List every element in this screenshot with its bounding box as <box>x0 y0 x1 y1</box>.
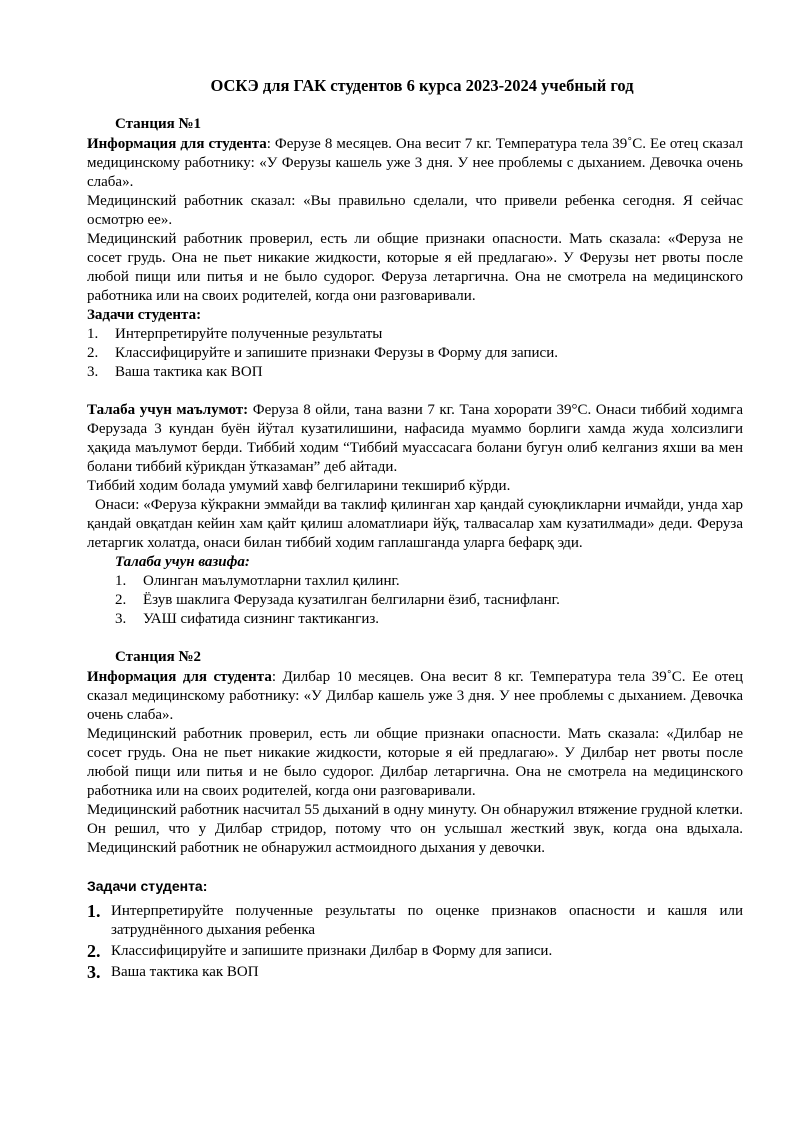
station-1-tasks-label: Задачи студента: <box>87 307 202 323</box>
station-1-info-label: Информация для студента <box>87 136 267 152</box>
list-item <box>87 344 743 363</box>
station-2-heading: Станция №2 <box>115 649 202 665</box>
list-number: 1. <box>87 901 101 921</box>
station-1-info-paragraph <box>87 135 743 192</box>
document-page <box>87 76 743 984</box>
list-number: 1. <box>87 326 99 342</box>
uzbek-task-list <box>115 572 743 629</box>
station-2-tasks-label: Задачи студента: <box>87 878 208 894</box>
list-text: Олинган маълумотларни тахлил қилинг. <box>143 573 400 589</box>
station-2-paragraph-3: Медицинский работник насчитал 55 дыханий в одну минуту. Он обнаружил втяжение грудной клетки. Он решил, что у Дилбар стридор, потому что он услышал жесткий звук, когда она вдыхала. Медицинский работник не обнаружил астмоидного дыхания у девочки. <box>87 802 743 856</box>
list-item <box>87 942 743 961</box>
list-number: 3. <box>115 611 127 627</box>
uzbek-paragraph-2: Тиббий ходим болада умумий хавф белгиларини текшириб кўрди. <box>87 478 511 494</box>
station-1-task-list <box>87 325 743 382</box>
list-text: Ваша тактика как ВОП <box>111 964 259 980</box>
list-text: Классифицируйте и запишите признаки Дилбар в Форму для записи. <box>111 943 553 959</box>
station-2-info-paragraph <box>87 668 743 725</box>
station-1-info-text: : Ферузе 8 месяцев. Она весит 7 кг. Температура тела 39˚С. Ее отец сказал медицинскому работнику: «У Ферузы кашель уже 3 дня. У нее проблемы с дыханием. Девочка очень слаба». <box>87 136 743 190</box>
station-2-task-list <box>87 902 743 982</box>
station-2-info-text: : Дилбар 10 месяцев. Она весит 8 кг. Температура тела 39˚С. Ее отец сказал медицинскому работнику: «У Дилбар кашель уже 3 дня. У нее проблемы с дыханием. Девочка очень слаба». <box>87 669 743 723</box>
list-item <box>87 325 743 344</box>
station-2-paragraph-2: Медицинский работник проверил, есть ли общие признаки опасности. Мать сказала: «Дилбар не сосет грудь. Она не пьет никакие жидкости, которые я ей предлагаю». У Дилбар нет рвоты после любой пищи или питья и не было судорог. Дилбар летаргична. Она не смотрела на медицинского работника или на своих родителей, когда они разговаривали. <box>87 726 743 799</box>
station-1-paragraph-2: Медицинский работник сказал: «Вы правильно сделали, что привели ребенка сегодня. Я сейчас осмотрю ее». <box>87 193 743 228</box>
list-text: Ёзув шаклига Ферузада кузатилган белгиларни ёзиб, таснифланг. <box>143 592 560 608</box>
list-number: 2. <box>115 592 127 608</box>
list-text: Ваша тактика как ВОП <box>115 364 263 380</box>
uzbek-info-label: Талаба учун маълумот: <box>87 402 249 418</box>
list-item <box>87 363 743 382</box>
uzbek-info-text: Феруза 8 ойли, тана вазни 7 кг. Тана хорорати 39°С. Онаси тиббий ходимга Ферузада 3 кундан буён йўтал кузатилишини, нафасида муаммо борлиги хамда жуда холсизлиги ҳақида маълумот берди. Тиббий ходим “Тиббий муассасага болани бугун олиб келганиз яхши ва мен болани тиббий кўрикдан ўтказаман” деб айтади. <box>87 402 743 475</box>
list-number: 2. <box>87 345 99 361</box>
list-text: Интерпретируйте полученные результаты по оценке признаков опасности и кашля или затруднённого дыхания ребенка <box>111 903 743 938</box>
list-number: 3. <box>87 962 101 982</box>
list-number: 3. <box>87 364 99 380</box>
list-number: 1. <box>115 573 127 589</box>
list-item <box>115 591 743 610</box>
list-text: УАШ сифатида сизнинг тактикангиз. <box>143 611 380 627</box>
list-number: 2. <box>87 941 101 961</box>
station-1-paragraph-3: Медицинский работник проверил, есть ли общие признаки опасности. Мать сказала: «Феруза не сосет грудь. Она не пьет никакие жидкости, которые я ей предлагаю». У Ферузы нет рвоты после любой пищи или питья и не было судорог. Феруза летаргична. Она не смотрела на медицинского работника или на своих родителей, когда они разговаривали. <box>87 231 743 304</box>
uzbek-tasks-label: Талаба учун вазифа: <box>115 554 250 570</box>
list-item <box>87 963 743 982</box>
station-1-heading: Станция №1 <box>115 116 202 132</box>
uzbek-paragraph-3: Онаси: «Феруза кўкракни эммайди ва таклиф қилинган хар қандай суюқликларни ичмайди, унда хар қандай овқатдан кейин хам қайт қилиш аломатлиари йўқ, талвасалар хам кузатилмади» деди. Феруза летаргик холатда, онаси билан тиббий ходим гаплашганда уларга бефарқ эди. <box>87 497 743 551</box>
uzbek-info-paragraph <box>87 401 743 477</box>
list-item <box>115 572 743 591</box>
document-title: ОСКЭ для ГАК студентов 6 курса 2023-2024 учебный год <box>210 76 634 95</box>
list-text: Классифицируйте и запишите признаки Ферузы в Форму для записи. <box>115 345 558 361</box>
list-item <box>87 902 743 940</box>
list-text: Интерпретируйте полученные результаты <box>115 326 383 342</box>
station-2-info-label: Информация для студента <box>87 669 272 685</box>
list-item <box>115 610 743 629</box>
